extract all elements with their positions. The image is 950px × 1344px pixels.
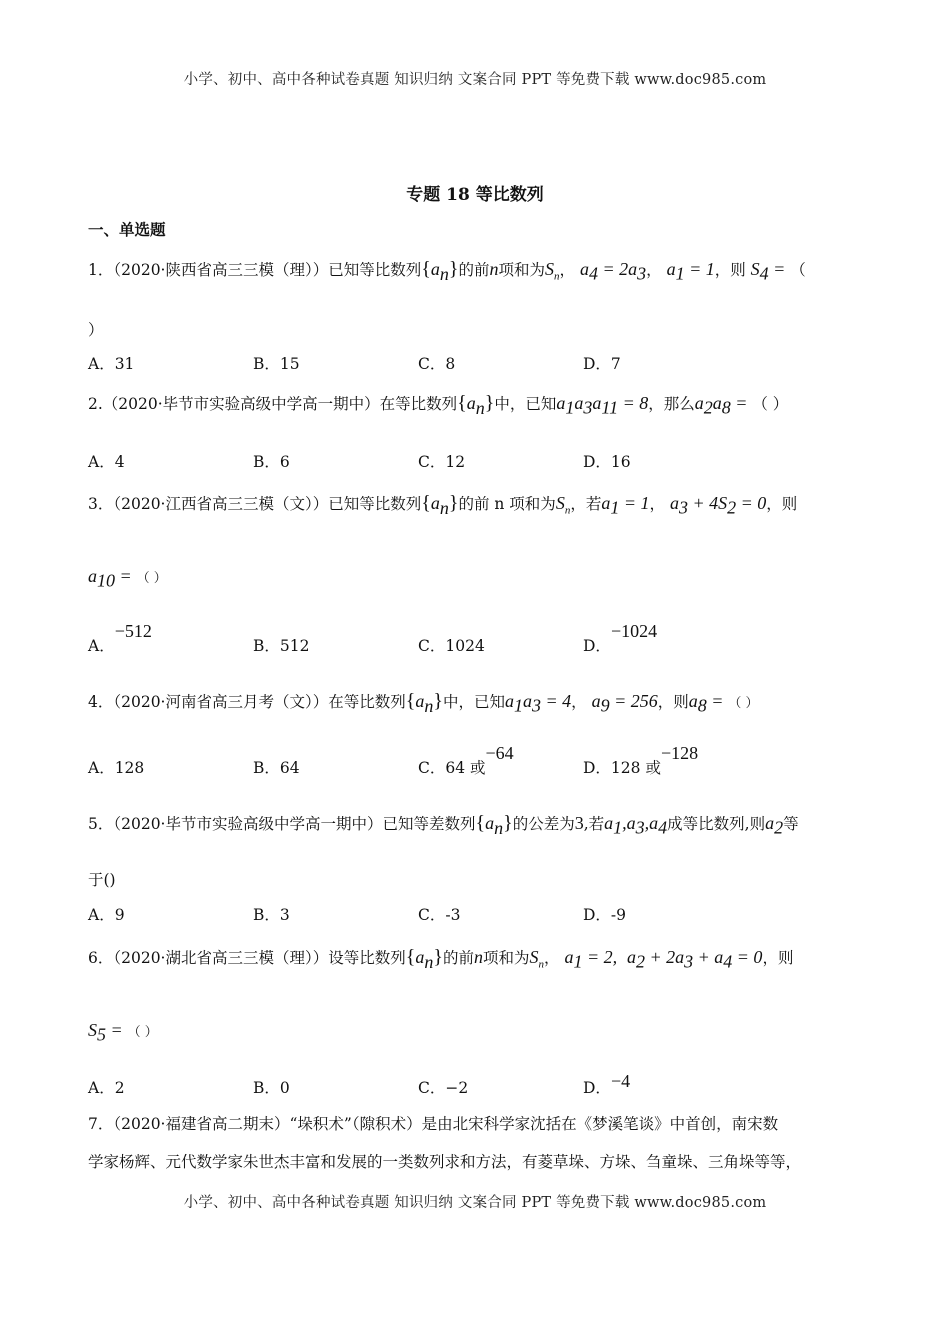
q6-ask-formula: $S_5$ =	[88, 1020, 123, 1045]
q5-option-d: D．-9	[583, 906, 627, 924]
q6-cond1-formula: $a_1 = 2$,	[564, 947, 618, 972]
q6-option-b: B．0	[253, 1079, 290, 1097]
question-2	[88, 392, 788, 419]
q1-text-b: 的前	[458, 261, 490, 279]
q6-cond2-formula: $a_2 + 2a_3 + a_4 = 0$	[626, 947, 763, 972]
q5-text-e: 等	[783, 815, 799, 833]
q5-option-b: B．3	[253, 906, 290, 924]
q5-diff-formula: 3	[574, 813, 584, 833]
q4-text-d: ，则	[657, 693, 689, 711]
q3-ask-formula: $a_{10}$ =	[88, 566, 132, 591]
q5-seq-formula: $\{a_n\}$	[475, 812, 513, 838]
q3-text-d: ，	[649, 495, 665, 513]
q5-text-b: 的公差为	[512, 815, 575, 833]
q4-text-c: ，	[571, 693, 587, 711]
q6-text-e: ，则	[762, 949, 794, 967]
question-3	[88, 492, 797, 519]
q4-option-b: B．64	[253, 759, 300, 777]
q3-option-a-label: A．	[88, 637, 115, 655]
q1-text-c: 项和为	[498, 261, 545, 279]
q6-text: 6．（2020·湖北省高三三模（理））设等比数列	[88, 949, 406, 967]
q3-text-b: 的前 n 项和为	[458, 495, 556, 513]
q6-option-a: A．2	[88, 1079, 125, 1097]
q5-text-d: 成等比数列,则	[667, 815, 766, 833]
q6-ask-line	[88, 1020, 158, 1046]
q4-ask-formula: $a_8$ =	[688, 691, 724, 716]
q6-text-d: ，	[544, 949, 560, 967]
q4-cond2-formula: $a_9 = 256$	[591, 691, 658, 716]
q6-option-d	[583, 1071, 631, 1098]
q3-option-d-label: D．	[583, 637, 611, 655]
q2-option-d: D．16	[583, 453, 631, 471]
q1-text-g: （	[790, 261, 806, 279]
q2-text-d: （ ）	[752, 395, 789, 413]
q1-option-a: A．31	[88, 355, 135, 373]
page-footer: 小学、初中、高中各种试卷真题 知识归纳 文案合同 PPT 等免费下载 www.doc985.com	[183, 1195, 767, 1211]
q4-text-e: （ ）	[728, 696, 759, 711]
q4-cond1-formula: $a_1a_3 = 4$	[504, 691, 572, 716]
q1-text-f: ，则	[714, 261, 746, 279]
q6-option-c: C．−2	[418, 1079, 469, 1097]
q1-cond2-formula: $a_1 = 1$	[666, 259, 715, 284]
q5-terms-formula: $a_1,a_3,a_4$	[604, 813, 668, 838]
q4-option-c-label: C．64 或	[418, 759, 486, 777]
q3-cond1-formula: $a_1 = 1$	[601, 493, 650, 518]
q4-option-a: A．128	[88, 759, 145, 777]
q1-paren-close: ）	[88, 321, 104, 339]
q3-option-b: B．512	[253, 637, 310, 655]
q3-seq-formula: $\{a_n\}$	[421, 492, 459, 518]
q3-option-c: C．1024	[418, 637, 485, 655]
q3-sn-formula: $S_n$	[555, 493, 571, 517]
question-7-line-2: 学家杨辉、元代数学家朱世杰丰富和发展的一类数列求和方法，有菱草垛、方垛、刍童垛、三角垛等等，	[88, 1153, 802, 1171]
question-1	[88, 258, 806, 285]
page-header: 小学、初中、高中各种试卷真题 知识归纳 文案合同 PPT 等免费下载 www.doc985.com	[183, 72, 767, 88]
q6-option-d-value: −4	[610, 1071, 631, 1091]
q1-option-b: B．15	[253, 355, 300, 373]
question-6	[88, 946, 793, 973]
q4-text: 4．（2020·河南省高三月考（文））在等比数列	[88, 693, 406, 711]
q2-cond-formula: $a_1a_3a_{11} = 8$	[556, 393, 649, 418]
q3-ask-line	[88, 566, 167, 592]
q6-option-d-label: D．	[583, 1079, 611, 1097]
q1-seq-formula: $\{a_n\}$	[421, 258, 459, 284]
q1-text: 1．（2020·陕西省高三三模（理））已知等比数列	[88, 261, 422, 279]
q6-text-c: 项和为	[482, 949, 530, 967]
q3-option-d-value: −1024	[610, 621, 658, 641]
q4-text-b: 中，已知	[442, 693, 505, 711]
q5-continue: 于()	[88, 871, 116, 889]
q2-ask-formula: $a_2a_8$ =	[694, 393, 748, 418]
q3-text-e: ，则	[766, 495, 798, 513]
q5-text: 5．（2020·毕节市实验高级中学高一期中）已知等差数列	[88, 815, 476, 833]
q6-text-f: （ ）	[127, 1025, 158, 1040]
q5-text-c: ,若	[583, 815, 605, 833]
q1-text-e: ，	[646, 261, 662, 279]
q6-n-formula: n	[473, 947, 483, 967]
q4-option-c-value: −64	[485, 743, 514, 763]
q2-text: 2.（2020·毕节市实验高级中学高一期中）在等比数列	[88, 395, 458, 413]
q4-seq-formula: $\{a_n\}$	[405, 690, 443, 716]
q6-text-b: 的前	[442, 949, 474, 967]
question-4	[88, 690, 759, 717]
q3-option-d	[583, 621, 658, 656]
q3-text: 3．（2020·江西省高三三模（文））已知等比数列	[88, 495, 422, 513]
q2-text-c: ，那么	[648, 395, 695, 413]
q1-text-d: ，	[559, 261, 576, 279]
q1-option-d: D．7	[583, 355, 621, 373]
q4-option-d-value: −128	[660, 743, 699, 763]
q5-ask-formula: $a_2$	[765, 813, 784, 838]
q1-option-c: C．8	[418, 355, 456, 373]
q4-option-c	[418, 743, 514, 778]
q2-option-c: C．12	[418, 453, 466, 471]
q3-option-a	[88, 621, 152, 656]
q3-option-a-value: −512	[114, 621, 152, 641]
q4-option-d-label: D．128 或	[583, 759, 661, 777]
q4-option-d	[583, 743, 699, 778]
section-heading: 一、单选题	[88, 220, 166, 239]
q6-seq-formula: $\{a_n\}$	[405, 946, 443, 972]
question-7-line-1: 7．（2020·福建省高二期末）“垛积术”（隙积术）是由北宋科学家沈括在《梦溪笔谈》中首创，南宋数	[88, 1115, 779, 1133]
q3-text-f: （ ）	[136, 571, 167, 586]
q2-option-b: B．6	[253, 453, 290, 471]
q3-text-c: ，若	[570, 495, 602, 513]
q2-text-b: 中，已知	[494, 395, 557, 413]
q5-option-a: A．9	[88, 906, 125, 924]
q2-seq-formula: $\{a_n\}$	[457, 392, 495, 418]
q2-option-a: A．4	[88, 453, 125, 471]
question-5	[88, 812, 799, 839]
q1-ask-formula: $S_4$ =	[750, 259, 786, 284]
q1-n-formula: n	[489, 259, 499, 279]
page-title: 专题 18 等比数列	[406, 185, 544, 205]
q1-sn-formula: $S_n$	[545, 259, 560, 283]
q1-cond1-formula: $a_4 = 2a_3$	[579, 259, 647, 284]
q5-option-c: C．-3	[418, 906, 461, 924]
q6-sn-formula: $S_n$	[529, 947, 544, 971]
q3-cond2-formula: $a_3 + 4S_2 = 0$	[669, 493, 767, 518]
